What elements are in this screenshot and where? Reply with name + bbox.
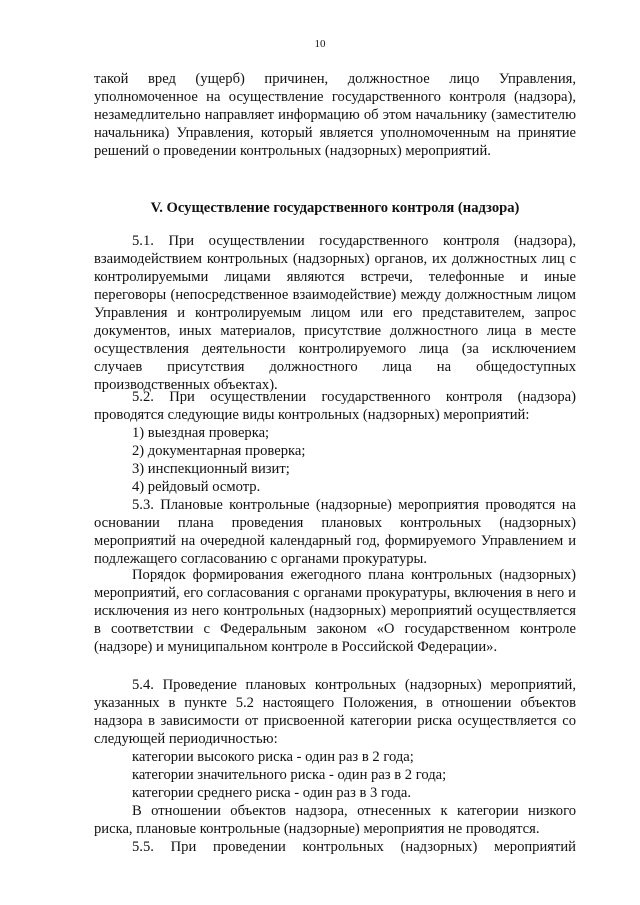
top-paragraph: такой вред (ущерб) причинен, должностное лицо Управления, уполномоченное на осуществление государственного контроля (надзора), незамедлительно направляет информацию об этом начальнику (заместителю начальника) Управления, который является уполномоченным на принятие решений о проведении контрольных (надзорных) мероприятий. bbox=[94, 71, 576, 159]
paragraph-5-1: 5.1. При осуществлении государственного контроля (надзора), взаимодействием контрольных (надзорных) органов, их должностных лиц с контролируемыми лицами являются встречи, телефонные и иные переговоры (непосредственное взаимодействие) между должностным лицом Управления и контролируемым лицом или его представителем, запрос документов, иных материалов, присутствие должностного лица в месте осуществления деятельности контролируемого лица (за исключением случаев присутствия должностного лица на общедоступных производственных объектах). bbox=[94, 233, 576, 393]
paragraph-5-4: 5.4. Проведение плановых контрольных (надзорных) мероприятий, указанных в пункте 5.2 настоящего Положения, в отношении объектов надзора в зависимости от присвоенной категории риска осуществляется со следующей периодичностью: bbox=[94, 677, 576, 747]
list-item: 2) документарная проверка; bbox=[132, 443, 306, 459]
paragraph-5-4-low-risk: В отношении объектов надзора, отнесенных к категории низкого риска, плановые контрольные (надзорные) мероприятия не проводятся. bbox=[94, 803, 576, 837]
list-item: категории среднего риска - один раз в 3 года. bbox=[132, 785, 412, 801]
paragraph-5-2: 5.2. При осуществлении государственного контроля (надзора) проводятся следующие виды контрольных (надзорных) мероприятий: bbox=[94, 389, 576, 423]
list-item: 4) рейдовый осмотр. bbox=[132, 479, 261, 495]
section-title: V. Осуществление государственного контроля (надзора) bbox=[150, 200, 520, 216]
paragraph-5-3-order: Порядок формирования ежегодного плана контрольных (надзорных) мероприятий, его согласования с органами прокуратуры, включения в него и исключения из него контрольных (надзорных) мероприятий осуществляется в соответствии с Федеральным законом «О государственном контроле (надзоре) и муниципальном контроле в Российской Федерации». bbox=[94, 567, 576, 655]
page-number: 10 bbox=[314, 38, 326, 50]
paragraph-5-5: 5.5. При проведении контрольных (надзорных) мероприятий bbox=[132, 839, 576, 855]
list-item: категории значительного риска - один раз в 2 года; bbox=[132, 767, 447, 783]
list-item: категории высокого риска - один раз в 2 года; bbox=[132, 749, 414, 765]
list-item: 1) выездная проверка; bbox=[132, 425, 270, 441]
paragraph-5-3: 5.3. Плановые контрольные (надзорные) мероприятия проводятся на основании плана проведения плановых контрольных (надзорных) мероприятий на очередной календарный год, формируемого Управлением и подлежащего согласованию с органами прокуратуры. bbox=[94, 497, 576, 567]
list-item: 3) инспекционный визит; bbox=[132, 461, 290, 477]
